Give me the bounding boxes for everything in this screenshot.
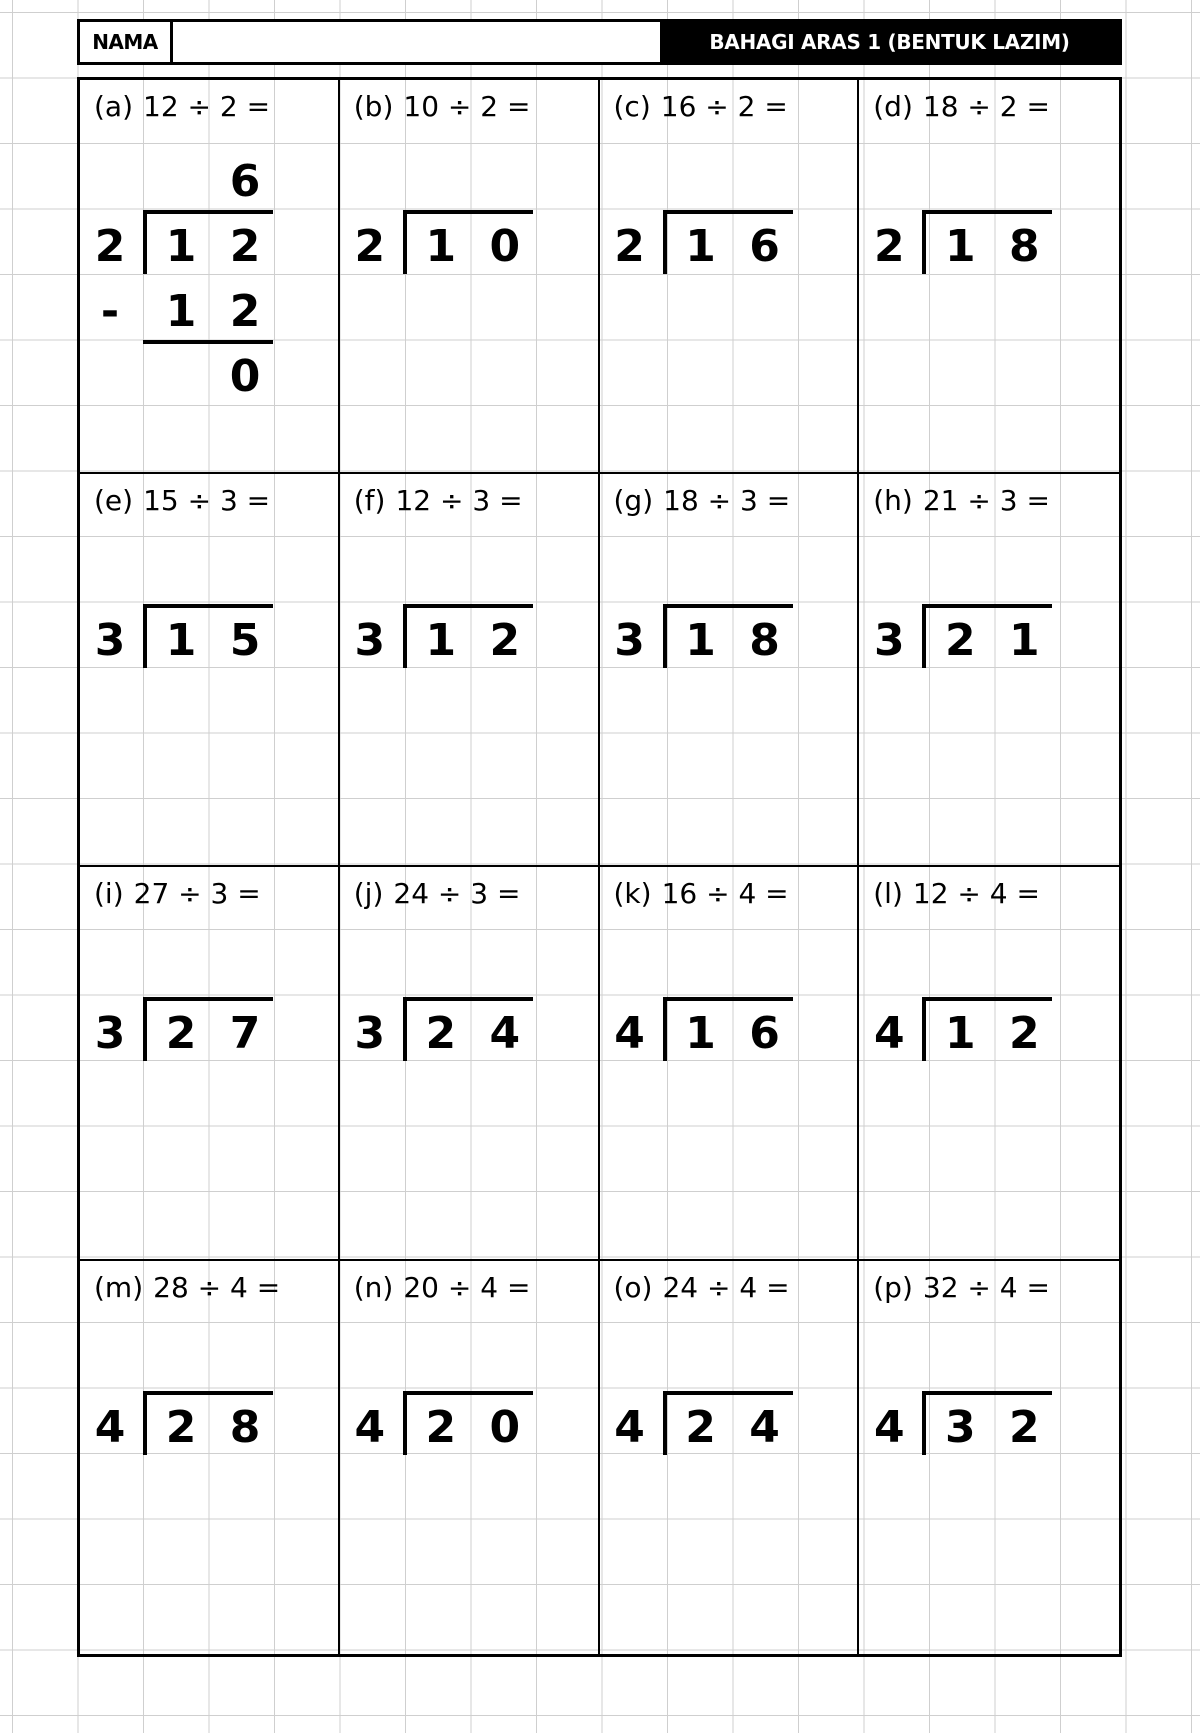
division-bracket-top [922, 604, 1052, 608]
dividend-ones: 2 [1008, 1401, 1040, 1453]
problem-question: 12 ÷ 3 = [395, 483, 523, 517]
problem-l [859, 867, 1119, 1261]
dividend-tens: 2 [165, 1401, 197, 1453]
dividend-tens: 1 [944, 1008, 976, 1059]
problem-o [600, 1261, 860, 1655]
division-bracket-vertical [403, 997, 407, 1061]
divisor: 4 [614, 1008, 645, 1059]
dividend-ones: 8 [229, 1401, 261, 1453]
dividend-ones: 0 [489, 221, 521, 272]
division-bracket-vertical [143, 1391, 147, 1455]
problem-question: 28 ÷ 4 = [153, 1270, 281, 1304]
problem-label: (f) [353, 483, 386, 517]
problem-heading [354, 877, 521, 910]
name-label: NAMA [80, 22, 173, 62]
dividend-tens: 2 [165, 1008, 197, 1059]
division-bracket-top [663, 1391, 793, 1395]
problem-heading [354, 1271, 531, 1304]
problem-heading [94, 484, 270, 517]
problem-p [859, 1261, 1119, 1655]
problem-label: (b) [353, 90, 394, 123]
problem-question: 24 ÷ 4 = [662, 1270, 790, 1304]
problem-heading [873, 90, 1050, 123]
subtract-tens[interactable]: 1 [165, 286, 197, 337]
problem-question: 15 ÷ 3 = [143, 483, 271, 517]
division-bracket-top [922, 997, 1052, 1001]
problem-label: (c) [613, 90, 651, 123]
dividend-ones: 2 [489, 614, 521, 666]
problem-heading [614, 877, 789, 910]
quotient-digit[interactable]: 6 [229, 156, 261, 207]
division-bracket-top [922, 210, 1052, 214]
dividend-ones: 4 [749, 1401, 780, 1453]
divisor: 3 [614, 614, 645, 666]
divisor: 3 [354, 614, 386, 666]
division-bracket-top [922, 1391, 1052, 1395]
problem-question: 27 ÷ 3 = [133, 877, 261, 910]
division-bracket-vertical [403, 210, 407, 274]
problem-i [80, 867, 340, 1261]
problem-label: (p) [873, 1270, 913, 1304]
problem-label: (l) [873, 877, 903, 910]
minus-sign: - [100, 286, 120, 337]
dividend-ones: 6 [749, 221, 780, 272]
division-bracket-vertical [922, 604, 926, 668]
problem-label: (i) [94, 877, 124, 910]
divisor: 2 [354, 221, 386, 272]
problem-question: 10 ÷ 2 = [403, 90, 531, 123]
divisor: 4 [873, 1008, 905, 1059]
division-bracket-vertical [663, 997, 667, 1061]
problem-question: 20 ÷ 4 = [403, 1270, 531, 1304]
dividend-ones: 7 [229, 1008, 261, 1059]
dividend-tens: 1 [944, 221, 976, 272]
divisor: 3 [94, 614, 126, 666]
dividend-ones: 2 [229, 221, 261, 272]
problem-label: (a) [94, 90, 134, 123]
problem-heading [354, 484, 523, 517]
problem-n [340, 1261, 600, 1655]
problem-question: 18 ÷ 3 = [663, 483, 791, 517]
divisor: 4 [94, 1401, 126, 1453]
subtract-ones[interactable]: 2 [229, 286, 261, 337]
problem-question: 16 ÷ 4 = [661, 877, 789, 910]
division-bracket-vertical [922, 1391, 926, 1455]
problem-label: (g) [613, 483, 654, 517]
divisor: 3 [354, 1008, 386, 1059]
problem-heading [94, 877, 261, 910]
division-bracket-top [403, 210, 533, 214]
divisor: 4 [873, 1401, 905, 1453]
division-bracket-top [143, 604, 273, 608]
problem-j [340, 867, 600, 1261]
problem-heading [614, 1271, 790, 1304]
problem-d [859, 80, 1119, 474]
division-bracket-top [403, 604, 533, 608]
dividend-ones: 0 [489, 1401, 521, 1453]
dividend-ones: 8 [1008, 221, 1040, 272]
subtraction-line [143, 340, 273, 344]
dividend-ones: 4 [489, 1008, 521, 1059]
divisor: 4 [614, 1401, 645, 1453]
division-bracket-vertical [922, 997, 926, 1061]
division-bracket-vertical [922, 210, 926, 274]
dividend-tens: 1 [685, 221, 716, 272]
division-bracket-top [663, 997, 793, 1001]
problem-label: (o) [613, 1270, 653, 1304]
problem-question: 18 ÷ 2 = [922, 90, 1050, 123]
divisor: 3 [873, 614, 905, 666]
division-bracket-top [403, 997, 533, 1001]
problem-grid [77, 77, 1122, 1657]
dividend-tens: 1 [425, 614, 457, 666]
problem-question: 21 ÷ 3 = [922, 483, 1050, 517]
dividend-tens: 1 [165, 614, 197, 666]
problem-label: (d) [873, 90, 913, 123]
problem-c [600, 80, 860, 474]
problem-a [80, 80, 340, 474]
dividend-ones: 6 [749, 1008, 780, 1059]
division-bracket-vertical [663, 210, 667, 274]
problem-k [600, 867, 860, 1261]
dividend-tens: 1 [425, 221, 457, 272]
dividend-tens: 1 [685, 614, 716, 666]
dividend-tens: 3 [944, 1401, 976, 1453]
problem-question: 12 ÷ 2 = [143, 90, 271, 123]
dividend-ones: 8 [749, 614, 780, 666]
problem-m [80, 1261, 340, 1655]
problem-question: 32 ÷ 4 = [922, 1270, 1050, 1304]
problem-label: (h) [873, 483, 913, 517]
problem-heading [873, 1271, 1050, 1304]
division-bracket-top [143, 210, 273, 214]
dividend-tens: 2 [425, 1008, 457, 1059]
division-bracket-vertical [143, 210, 147, 274]
problem-heading [354, 90, 531, 123]
division-bracket-top [663, 210, 793, 214]
division-bracket-vertical [403, 1391, 407, 1455]
problem-label: (e) [94, 483, 134, 517]
problem-question: 12 ÷ 4 = [912, 877, 1040, 910]
dividend-tens: 2 [685, 1401, 716, 1453]
problem-g [600, 474, 860, 868]
problem-heading [94, 90, 270, 123]
dividend-tens: 1 [165, 221, 197, 272]
remainder-digit[interactable]: 0 [229, 351, 261, 402]
problem-f [340, 474, 600, 868]
problem-b [340, 80, 600, 474]
problem-heading [94, 1271, 280, 1304]
problem-e [80, 474, 340, 868]
problem-heading [873, 877, 1040, 910]
problem-h [859, 474, 1119, 868]
division-bracket-top [403, 1391, 533, 1395]
dividend-ones: 1 [1008, 614, 1040, 666]
worksheet-title: BAHAGI ARAS 1 (BENTUK LAZIM) [660, 22, 1119, 62]
problem-heading [873, 484, 1050, 517]
problem-question: 16 ÷ 2 = [660, 90, 788, 123]
problem-question: 24 ÷ 3 = [393, 877, 521, 910]
division-bracket-top [143, 1391, 273, 1395]
dividend-tens: 2 [425, 1401, 457, 1453]
name-field[interactable] [173, 22, 660, 62]
division-bracket-vertical [663, 604, 667, 668]
problem-heading [614, 90, 788, 123]
division-bracket-top [143, 997, 273, 1001]
problem-heading [614, 484, 791, 517]
divisor: 2 [873, 221, 905, 272]
divisor: 3 [94, 1008, 126, 1059]
problem-label: (k) [613, 877, 652, 910]
problem-label: (n) [353, 1270, 394, 1304]
dividend-tens: 1 [685, 1008, 716, 1059]
dividend-ones: 2 [1008, 1008, 1040, 1059]
dividend-ones: 5 [229, 614, 261, 666]
division-bracket-vertical [403, 604, 407, 668]
dividend-tens: 2 [944, 614, 976, 666]
division-bracket-vertical [663, 1391, 667, 1455]
divisor: 2 [94, 221, 126, 272]
problem-label: (m) [94, 1270, 144, 1304]
divisor: 4 [354, 1401, 386, 1453]
divisor: 2 [614, 221, 645, 272]
worksheet-header [77, 19, 1122, 65]
division-bracket-vertical [143, 604, 147, 668]
problem-label: (j) [353, 877, 384, 910]
division-bracket-top [663, 604, 793, 608]
division-bracket-vertical [143, 997, 147, 1061]
